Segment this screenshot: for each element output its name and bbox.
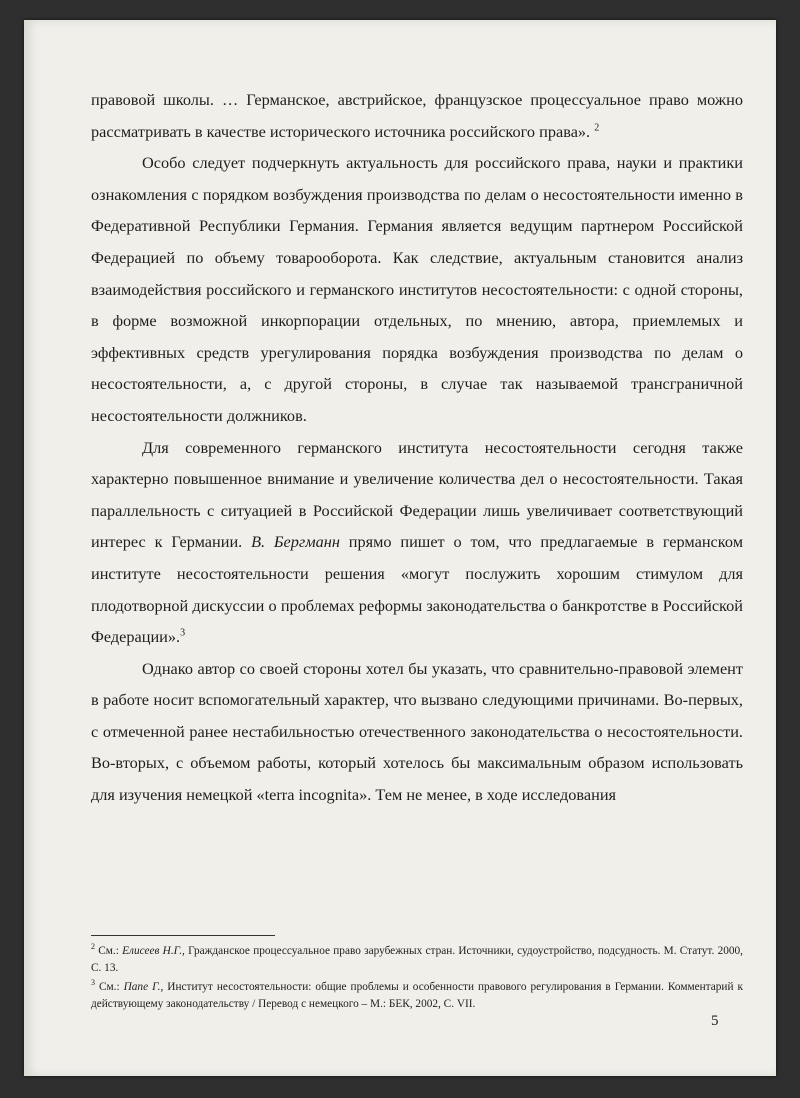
page-number: 5	[711, 1013, 719, 1029]
text-run: См.:	[95, 945, 123, 957]
italic-text: В. Бергманн	[251, 532, 340, 552]
footnote	[91, 979, 743, 1013]
document-page	[24, 20, 776, 1076]
text-run: Гражданское процессуальное право зарубежных стран. Источники, судоустройство, подсудность. М. Статут. 2000, С. 13.	[91, 945, 743, 974]
footnotes	[91, 943, 743, 1015]
text-run: Однако автор со своей стороны хотел бы указать, что сравнительно-правовой элемент в работе носит вспомогательный характер, что вызвано следующими причинами. Во-первых, с отмеченной ранее нестабильностью отечественного законодательства о несостоятельности. Во-вторых, с объемом работы, который хотелось бы максимальным образом использовать для изучения немецкой «terra incognita». Тем не менее, в ходе исследования	[91, 658, 743, 805]
paragraph	[91, 84, 743, 147]
footnote	[91, 943, 743, 977]
paragraph	[91, 653, 743, 811]
footnote-ref: 2	[594, 122, 600, 134]
text-run: правовой школы. … Германское, австрийское, французское процессуальное право можно рассматривать в качестве исторического источника российского права».	[91, 90, 743, 141]
text-run: прямо пишет о том, что предлагаемые в германском институте несостоятельности решения «могут послужить хорошим стимулом для плодотворной дискуссии о проблемах реформы законодательства о банкротстве в Российской Федерации».	[91, 532, 744, 647]
text-run: Особо следует подчеркнуть актуальность для российского права, науки и практики ознакомления с порядком возбуждения производства по делам о несостоятельности именно в Федеративной Республики Германия. Германия является ведущим партнером Российской Федерацией по объему товарооборота. Как следствие, актуальным становится анализ взаимодействия российского и германского институтов несостоятельности: с одной стороны, в форме возможной инкорпорации отдельных, по мнению, автора, приемлемых и эффективных средств урегулирования порядка возбуждения производства по делам о несостоятельности, а, с другой стороны, в случае так называемой трансграничной несостоятельности должников.	[91, 153, 743, 425]
footnote-ref: 2	[91, 942, 95, 952]
footnote-ref: 3	[180, 627, 186, 639]
text-run: См.:	[95, 981, 124, 993]
paragraph	[91, 147, 743, 431]
paragraph	[91, 432, 743, 653]
italic-text: Папе Г.,	[123, 981, 164, 993]
footnote-ref: 3	[91, 978, 95, 988]
text-run: Институт несостоятельности: общие проблемы и особенности правового регулирования в Германии. Комментарий к действующему законодательству / Перевод с немецкого – М.: БЕК, 2002, С. VII.	[91, 981, 743, 1010]
text-run: Для современного германского института несостоятельности сегодня также характерно повышенное внимание и увеличение количества дел о несостоятельности. Такая параллельность с ситуацией в Российской Федерации лишь увеличивает соответствующий интерес к Германии.	[91, 437, 743, 552]
body-text	[91, 84, 743, 811]
footnote-rule	[91, 935, 275, 936]
italic-text: Елисеев Н.Г.,	[122, 945, 185, 957]
